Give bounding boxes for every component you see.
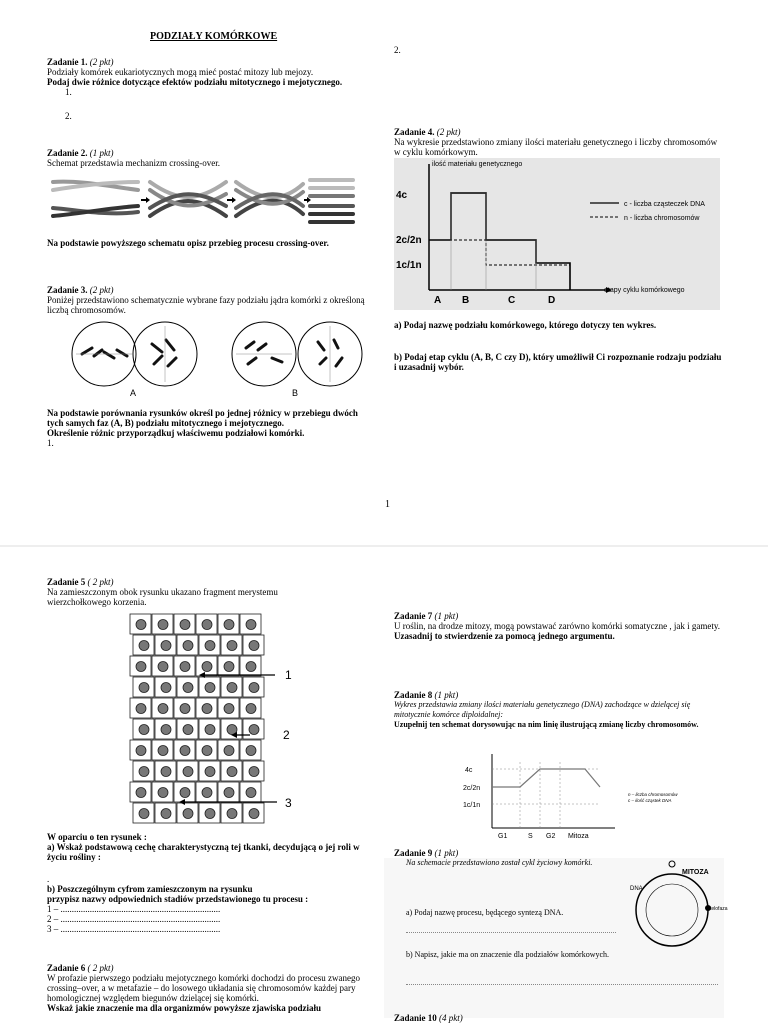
cell-nucleus: [158, 704, 168, 714]
task-question-b: b) Napisz, jakie ma on znaczenie dla podziałów komórkowych.: [406, 950, 610, 959]
task-7: [394, 611, 724, 641]
task-points: (2 pkt): [89, 285, 114, 295]
task-text: Na schemacie przedstawiono został cykl życiowy komórki.: [406, 858, 593, 867]
answer-item-1: 1.: [65, 87, 72, 97]
callout-3: 3: [285, 796, 292, 810]
label-dna: DNA: [630, 886, 643, 892]
cell-nucleus: [161, 767, 171, 777]
task-10: [394, 1013, 724, 1023]
legend-dna: c - liczba cząsteczek DNA: [624, 201, 705, 208]
cell-nucleus: [183, 683, 193, 693]
task-points: (1 pkt): [89, 148, 114, 158]
cell-nucleus: [249, 683, 259, 693]
y-tick-1c: 1c/1n: [396, 260, 422, 271]
cell-nucleus: [180, 746, 190, 756]
cell-nucleus: [224, 620, 234, 630]
task-5: [47, 577, 287, 607]
callout-2: 2: [283, 728, 290, 742]
cell-nucleus: [246, 620, 256, 630]
x-tick-g1: G1: [498, 833, 508, 840]
task-question-2: Określenie różnic przyporządkuj właściwemu podziałowi komórki.: [47, 428, 305, 438]
x-tick-b: B: [462, 295, 470, 306]
cell-nucleus: [224, 704, 234, 714]
task-3: [47, 285, 367, 315]
cell-phases-figure: [62, 322, 372, 400]
task-8: [394, 690, 724, 730]
cell-nucleus: [246, 704, 256, 714]
cell-nucleus: [180, 662, 190, 672]
cell-nucleus: [158, 662, 168, 672]
cell-nucleus: [205, 683, 215, 693]
task-text: Poniżej przedstawiono schematycznie wybrane fazy podziału jądra komórki z określoną liczbą chromosomów.: [47, 295, 365, 315]
figure-label-b: B: [292, 388, 299, 398]
cell-nucleus: [224, 746, 234, 756]
page-number: 1: [385, 499, 390, 510]
task-question: Uzupełnij ten schemat dorysowując na nim linię ilustrującą zmianę liczby chromosomów.: [394, 720, 699, 729]
chart-xlabel: etapy cyklu komórkowego: [604, 287, 685, 294]
cell-nucleus: [183, 725, 193, 735]
task-question-a: a) Podaj nazwę podziału komórkowego, którego dotyczy ten wykres.: [394, 320, 657, 330]
answer-line-2[interactable]: 2 – .......................................................................: [47, 914, 221, 924]
cell-nucleus: [183, 641, 193, 651]
task-heading: Zadanie 2.: [47, 148, 88, 158]
cell-nucleus: [136, 704, 146, 714]
task-9-box: [384, 858, 728, 1018]
x-tick-c: C: [508, 295, 516, 306]
cell-nucleus: [136, 788, 146, 798]
task-question-b: b) Poszczególnym cyfrom zamieszczonym na rysunku: [47, 884, 253, 894]
x-tick-a: A: [434, 295, 442, 306]
answer-item-2: 2.: [65, 111, 72, 121]
cell-nucleus: [205, 641, 215, 651]
cell-nucleus: [139, 641, 149, 651]
cell-nucleus: [227, 767, 237, 777]
cell-nucleus: [224, 788, 234, 798]
cell-nucleus: [139, 725, 149, 735]
task-text: Schemat przedstawia mechanizm crossing-over.: [47, 158, 220, 168]
legend-chromosomes: n - liczba chromosomów: [624, 215, 700, 222]
cell-nucleus: [249, 725, 259, 735]
task-heading: Zadanie 8: [394, 690, 433, 700]
task-points: (2 pkt): [436, 127, 461, 137]
cell-nucleus: [202, 788, 212, 798]
cell-nucleus: [161, 809, 171, 819]
task-intro: W oparciu o ten rysunek :: [47, 832, 147, 842]
cell-nucleus: [139, 683, 149, 693]
dna-cycle-chart: [394, 158, 720, 310]
meristem-figure: [125, 608, 310, 830]
dna-line: [492, 769, 600, 787]
cell-nucleus: [202, 620, 212, 630]
task-question-a: a) Podaj nazwę procesu, będącego syntezą DNA.: [406, 908, 564, 917]
x-tick-g2: G2: [546, 833, 556, 840]
task-text: Podziały komórek eukariotycznych mogą mieć postać mitozy lub mejozy.: [47, 67, 314, 77]
answer-line-3[interactable]: 3 – .......................................................................: [47, 924, 221, 934]
cell-nucleus: [183, 767, 193, 777]
mitosis-dna-chart: [460, 752, 710, 844]
page-title: PODZIAŁY KOMÓRKOWE: [150, 31, 278, 42]
cell-nucleus: [139, 809, 149, 819]
task-points: (4 pkt): [439, 1013, 463, 1023]
cell-nucleus: [158, 746, 168, 756]
task-text: U roślin, na drodze mitozy, mogą powstawać zarówno komórki somatyczne , jak i gamety.: [394, 621, 720, 631]
figure-label-a: A: [130, 388, 137, 398]
cell-nucleus: [227, 809, 237, 819]
task-3-questions: [47, 408, 372, 448]
cell-nucleus: [136, 662, 146, 672]
cell-nucleus: [136, 746, 146, 756]
task-question: Na podstawie porównania rysunków określ po jednej różnicy w przebiegu dwóch tych samych faz (A, B) podziału mitotycznego i mejotycznego.: [47, 408, 358, 428]
answer-line[interactable]: [406, 932, 616, 933]
task-points: ( 2 pkt): [87, 963, 114, 973]
task-text: Na wykresie przedstawiono zmiany ilości materiału genetycznego i liczby chromosomów w cyklu komórkowym.: [394, 137, 718, 157]
task-6: [47, 963, 367, 1013]
task-points: (1 pkt): [434, 690, 459, 700]
task-2: [47, 148, 377, 168]
cell-nucleus: [158, 788, 168, 798]
cell-nucleus: [246, 662, 256, 672]
callout-1: 1: [285, 668, 292, 682]
task-heading: Zadanie 4.: [394, 127, 435, 137]
label-telofaza: telofaza: [710, 906, 728, 912]
task-question-b: b) Podaj etap cyklu (A, B, C czy D), który umożliwił Ci rozpoznanie rodzaju podziału i uzasadnij wybór.: [394, 352, 722, 372]
task-text: Na zamieszczonym obok rysunku ukazano fragment merystemu wierzchołkowego korzenia.: [47, 587, 278, 607]
task-question-a: a) Wskaż podstawową cechę charakterystyczną tej tkanki, decydującą o jej roli w życiu rośliny :: [47, 842, 360, 862]
task-heading: Zadanie 10: [394, 1013, 437, 1023]
task-question: Podaj dwie różnice dotyczące efektów podziału mitotycznego i mejotycznego.: [47, 77, 343, 87]
task-question: Na podstawie powyższego schematu opisz przebieg procesu crossing-over.: [47, 238, 329, 248]
x-tick-s: S: [528, 833, 533, 840]
cell-nucleus: [205, 809, 215, 819]
answer-line[interactable]: [406, 984, 718, 985]
task-question-b-2: przypisz nazwy odpowiednich stadiów przedstawionego tu procesu :: [47, 894, 309, 904]
task-question: Uzasadnij to stwierdzenie za pomocą jednego argumentu.: [394, 631, 615, 641]
legend-c: c – ilość cząstek DNA: [628, 798, 672, 803]
task-heading: Zadanie 7: [394, 611, 433, 621]
x-tick-mitoza: Mitoza: [568, 833, 589, 840]
cell-nucleus: [205, 725, 215, 735]
cell-nucleus: [180, 704, 190, 714]
answer-dot: .: [47, 874, 50, 884]
label-mitoza: MITOZA: [682, 869, 709, 876]
answer-item-2: 2.: [394, 45, 401, 55]
cell-nucleus: [202, 746, 212, 756]
task-points: ( 2 pkt): [87, 577, 114, 587]
task-points: (2 pkt): [89, 57, 114, 67]
cell-nucleus: [136, 620, 146, 630]
task-text: W profazie pierwszego podziału mejotycznego komórki dochodzi do procesu zwanego crossing–over, a w metafazie – do losowego układania się chromosomów każdej pary homologicznej względem biegunów dzielącej się komórki.: [47, 973, 360, 1003]
cell-nucleus: [161, 641, 171, 651]
cell-nucleus: [227, 641, 237, 651]
cell-nucleus: [249, 767, 259, 777]
y-tick-4c: 4c: [465, 767, 473, 774]
chart-ylabel: ilość materiału genetycznego: [432, 161, 523, 168]
task-points: (1 pkt): [434, 848, 459, 858]
task-heading: Zadanie 6: [47, 963, 86, 973]
answer-item-1: 1.: [47, 438, 54, 448]
cell-nucleus: [224, 662, 234, 672]
y-tick-2c: 2c/2n: [396, 235, 422, 246]
answer-line-1[interactable]: 1 – .......................................................................: [47, 904, 221, 914]
y-tick-2c: 2c/2n: [463, 785, 481, 792]
cell-nucleus: [246, 788, 256, 798]
task-heading: Zadanie 3.: [47, 285, 88, 295]
x-tick-d: D: [548, 295, 556, 306]
cell-nucleus: [183, 809, 193, 819]
task-heading: Zadanie 1.: [47, 57, 88, 67]
task-points: (1 pkt): [434, 611, 459, 621]
cell-nucleus: [202, 662, 212, 672]
cell-nucleus: [205, 767, 215, 777]
task-4: [394, 127, 724, 157]
cell-cycle-diagram: [624, 860, 728, 955]
cell-nucleus: [202, 704, 212, 714]
cell-nucleus: [161, 725, 171, 735]
page-divider: [0, 545, 768, 547]
cell-nucleus: [180, 788, 190, 798]
y-tick-1c: 1c/1n: [463, 802, 481, 809]
task-heading: Zadanie 5: [47, 577, 86, 587]
y-tick-4c: 4c: [396, 190, 408, 201]
task-heading: Zadanie 9: [394, 848, 433, 858]
cell-nucleus: [161, 683, 171, 693]
task-question: Wskaż jakie znaczenie ma dla organizmów powyższe zjawiska podziału: [47, 1003, 321, 1013]
task-1: [47, 57, 377, 121]
cell-nucleus: [249, 809, 259, 819]
cell-nucleus: [246, 746, 256, 756]
cell-nucleus: [227, 683, 237, 693]
task-9: [394, 848, 724, 858]
legend-n: n – liczba chromosomów: [628, 792, 678, 797]
cell-nucleus: [180, 620, 190, 630]
task-5-questions: [47, 832, 377, 934]
crossing-over-diagram: [48, 172, 358, 228]
cell-nucleus: [158, 620, 168, 630]
cell-nucleus: [249, 641, 259, 651]
cell-nucleus: [139, 767, 149, 777]
task-text: Wykres przedstawia zmiany ilości materiału genetycznego (DNA) zachodzące w dzielącej się mitotycznie komórce diploidalnej:: [394, 700, 691, 719]
